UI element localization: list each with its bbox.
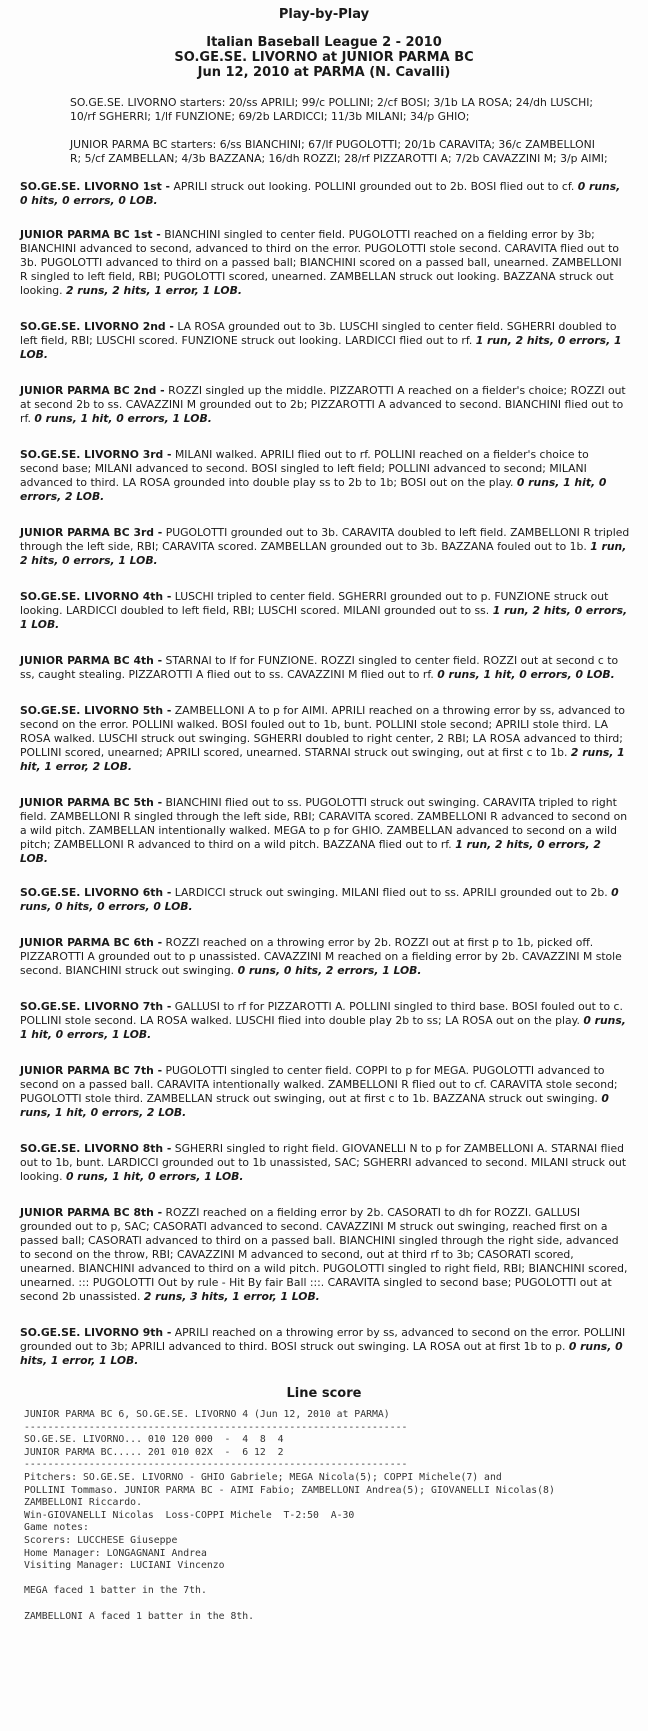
- inning-entry: [20, 384, 630, 426]
- inning-team-label: SO.GE.SE. LIVORNO 9th -: [20, 1326, 172, 1339]
- inning-entry: [20, 320, 630, 362]
- inning-play-text: APRILI reached on a throwing error by ss, advanced to second on the error. POLLINI grounded out to 3b; APRILI advanced to third. BOSI struck out swinging. LA ROSA out at first 1b to p.: [20, 1326, 626, 1353]
- inning-play-text: SGHERRI singled to right field. GIOVANELLI N to p for ZAMBELLONI A. STARNAI flied out to 1b, bunt. LARDICCI grounded out to 1b unassisted, SAC; SGHERRI advanced to second. MILANI struck out looking.: [20, 1142, 627, 1183]
- inning-team-label: SO.GE.SE. LIVORNO 3rd -: [20, 448, 172, 461]
- inning-team-label: JUNIOR PARMA BC 7th -: [20, 1064, 163, 1077]
- inning-play-text: GALLUSI to rf for PIZZAROTTI A. POLLINI singled to third base. BOSI fouled out to c. POLLINI stole second. LA ROSA walked. LUSCHI flied into double play 2b to ss; LA ROSA out on the play.: [20, 1000, 623, 1027]
- inning-play-text: STARNAI to lf for FUNZIONE. ROZZI singled to center field. ROZZI out at second c to ss, caught stealing. PIZZAROTTI A flied out to ss. CAVAZZINI M flied out to rf.: [20, 654, 619, 681]
- inning-entry: [20, 228, 630, 298]
- away-starters: SO.GE.SE. LIVORNO starters: 20/ss APRILI; 99/c POLLINI; 2/cf BOSI; 3/1b LA ROSA; 24/dh LUSCHI; 10/rf SGHERRI; 1/lf FUNZIONE; 69/2b LARDICCI; 11/3b MILANI; 34/p GHIO;: [70, 96, 594, 123]
- inning-entry: [20, 704, 630, 774]
- inning-summary: 0 runs, 0 hits, 1 error, 1 LOB.: [20, 1340, 623, 1367]
- inning-play-text: LARDICCI struck out swinging. MILANI flied out to ss. APRILI grounded out to 2b.: [174, 886, 608, 899]
- inning-summary: 1 run, 2 hits, 0 errors, 1 LOB.: [20, 334, 622, 361]
- inning-summary: 2 runs, 1 hit, 1 error, 2 LOB.: [20, 746, 625, 773]
- inning-team-label: JUNIOR PARMA BC 3rd -: [20, 526, 163, 539]
- page-title: Play-by-Play: [278, 7, 370, 22]
- inning-entry: [20, 590, 630, 632]
- inning-entry: [20, 180, 630, 208]
- inning-team-label: SO.GE.SE. LIVORNO 7th -: [20, 1000, 172, 1013]
- inning-team-label: SO.GE.SE. LIVORNO 8th -: [20, 1142, 172, 1155]
- inning-entry: [20, 1326, 630, 1368]
- inning-play-text: ROZZI reached on a throwing error by 2b. ROZZI out at first p to 1b, picked off. PIZZAROTTI A grounded out to p unassisted. CAVAZZINI M reached on a fielding error by 2b. CAVAZZINI M stole second. BIANCHINI struck out swinging.: [20, 936, 622, 977]
- inning-summary: 0 runs, 0 hits, 0 errors, 0 LOB.: [20, 886, 619, 913]
- inning-team-label: JUNIOR PARMA BC 5th -: [20, 796, 163, 809]
- inning-summary: 1 run, 2 hits, 0 errors, 1 LOB.: [20, 540, 627, 567]
- inning-play-text: BIANCHINI flied out to ss. PUGOLOTTI struck out swinging. CARAVITA tripled to right field. ZAMBELLONI R singled through the left side, RBI; CARAVITA scored. ZAMBELLONI R advanced to second on a wild pitch. ZAMBELLAN intentionally walked. MEGA to p for GHIO. ZAMBELLAN advanced to second on a wild pitch; ZAMBELLONI R advanced to third on a wild pitch. BAZZANA flied out to rf.: [20, 796, 628, 851]
- inning-play-text: ROZZI singled up the middle. PIZZAROTTI A reached on a fielder's choice; ROZZI out at second 2b to ss. CAVAZZINI M grounded out to 2b; PIZZAROTTI A advanced to second. BIANCHINI flied out to rf.: [20, 384, 626, 425]
- inning-team-label: SO.GE.SE. LIVORNO 5th -: [20, 704, 172, 717]
- inning-team-label: SO.GE.SE. LIVORNO 2nd -: [20, 320, 174, 333]
- inning-play-text: ZAMBELLONI A to p for AIMI. APRILI reached on a throwing error by ss, advanced to second on the error. POLLINI walked. BOSI fouled out to 1b, bunt. POLLINI stole second; APRILI stole third. LA ROSA walked. LUSCHI struck out swinging. SGHERRI doubled to right center, 2 RBI; LA ROSA advanced to third; POLLINI scored, unearned; APRILI scored, unearned. STARNAI struck out swinging, out at first c to 1b.: [20, 704, 626, 759]
- inning-summary: 0 runs, 1 hit, 0 errors, 2 LOB.: [20, 1092, 609, 1119]
- inning-play-text: PUGOLOTTI singled to center field. COPPI to p for MEGA. PUGOLOTTI advanced to second on a passed ball. CARAVITA intentionally walked. ZAMBELLONI R flied out to cf. CARAVITA stole second; PUGOLOTTI stole third. ZAMBELLAN struck out swinging, out at first c to 1b. BAZZANA struck out swinging.: [20, 1064, 618, 1105]
- inning-entry: [20, 1000, 630, 1042]
- inning-summary: 0 runs, 1 hit, 0 errors, 0 LOB.: [437, 668, 615, 681]
- inning-team-label: JUNIOR PARMA BC 6th -: [20, 936, 163, 949]
- inning-summary: 0 runs, 0 hits, 0 errors, 0 LOB.: [20, 180, 621, 207]
- inning-entry: [20, 448, 630, 504]
- inning-team-label: SO.GE.SE. LIVORNO 1st -: [20, 180, 171, 193]
- inning-play-text: LUSCHI tripled to center field. SGHERRI grounded out to p. FUNZIONE struck out looking. LARDICCI doubled to left field, RBI; LUSCHI scored. MILANI grounded out to ss.: [20, 590, 609, 617]
- inning-summary: 0 runs, 1 hit, 0 errors, 2 LOB.: [20, 476, 607, 503]
- inning-entry: [20, 1064, 630, 1120]
- matchup-title: SO.GE.SE. LIVORNO at JUNIOR PARMA BC: [174, 50, 474, 65]
- home-starters: JUNIOR PARMA BC starters: 6/ss BIANCHINI; 67/lf PUGOLOTTI; 20/1b CARAVITA; 36/c ZAMBELLONI R; 5/cf ZAMBELLAN; 4/3b BAZZANA; 16/dh ROZZI; 28/rf PIZZAROTTI A; 7/2b CAVAZZINI M; 3/p AIMI;: [70, 138, 608, 165]
- inning-summary: 0 runs, 1 hit, 0 errors, 1 LOB.: [34, 412, 212, 425]
- inning-entry: [20, 1206, 630, 1304]
- inning-entry: [20, 654, 630, 682]
- inning-team-label: SO.GE.SE. LIVORNO 4th -: [20, 590, 172, 603]
- line-score-box: JUNIOR PARMA BC 6, SO.GE.SE. LIVORNO 4 (Jun 12, 2010 at PARMA) ----------------------------------------------------------------- SO.GE.SE. LIVORNO... 010 120 000 - 4 8 4 JUNIOR PARMA BC..... 201 010 02X - 6 12 2 ----------------------------------------------------------------- Pitchers: SO.GE.SE. LIVORNO - GHIO Gabriele; MEGA Nicola(5); COPPI Michele(7) and POLLINI Tommaso. JUNIOR PARMA BC - AIMI Fabio; ZAMBELLONI Andrea(5); GIOVANELLI Nicolas(8) ZAMBELLONI Riccardo. Win-GIOVANELLI Nicolas Loss-COPPI Michele T-2:50 A-30 Game notes: Scorers: LUCCHESE Giuseppe Home Manager: LONGAGNANI Andrea Visiting Manager: LUCIANI Vincenzo MEGA faced 1 batter in the 7th. ZAMBELLONI A faced 1 batter in the 8th.: [24, 1409, 555, 1622]
- inning-entry: [20, 526, 630, 568]
- inning-summary: 0 runs, 0 hits, 2 errors, 1 LOB.: [237, 964, 422, 977]
- inning-entry: [20, 936, 630, 978]
- innings-list: [0, 180, 648, 1368]
- inning-play-text: ROZZI reached on a fielding error by 2b. CASORATI to dh for ROZZI. GALLUSI grounded out to p, SAC; CASORATI advanced to second. CAVAZZINI M struck out swinging, reached first on a passed ball; CASORATI advanced to third on a passed ball. BIANCHINI singled through the right side, advanced to second on the throw, RBI; CAVAZZINI M advanced to second, out at third rf to 3b; CASORATI scored, unearned. BIANCHINI advanced to third on a wild pitch. PUGOLOTTI singled to right field, RBI; BIANCHINI scored, unearned. ::: PUGOLOTTI Out by rule - Hit By fair Ball :::. CARAVITA singled to second base; PUGOLOTTI out at second 2b unassisted.: [20, 1206, 628, 1303]
- inning-summary: 1 run, 2 hits, 0 errors, 2 LOB.: [20, 838, 601, 865]
- league-title: Italian Baseball League 2 - 2010: [206, 35, 442, 50]
- inning-play-text: MILANI walked. APRILI flied out to rf. POLLINI reached on a fielder's choice to second base; MILANI advanced to second. BOSI singled to left field; POLLINI advanced to second; MILANI advanced to third. LA ROSA grounded into double play ss to 2b to 1b; BOSI out on the play.: [20, 448, 589, 489]
- inning-summary: 0 runs, 1 hit, 0 errors, 1 LOB.: [66, 1170, 244, 1183]
- inning-team-label: JUNIOR PARMA BC 8th -: [20, 1206, 163, 1219]
- inning-play-text: APRILI struck out looking. POLLINI grounded out to 2b. BOSI flied out to cf.: [173, 180, 575, 193]
- document-header: [0, 7, 648, 80]
- line-score-title: Line score: [286, 1386, 362, 1401]
- inning-summary: 1 run, 2 hits, 0 errors, 1 LOB.: [20, 604, 628, 631]
- inning-team-label: JUNIOR PARMA BC 2nd -: [20, 384, 165, 397]
- inning-play-text: LA ROSA grounded out to 3b. LUSCHI singled to center field. SGHERRI doubled to left field, RBI; LUSCHI scored. FUNZIONE struck out looking. LARDICCI flied out to rf.: [20, 320, 617, 347]
- starters-section: [70, 96, 608, 166]
- inning-entry: [20, 796, 630, 866]
- inning-summary: 2 runs, 2 hits, 1 error, 1 LOB.: [66, 284, 242, 297]
- game-date-location: Jun 12, 2010 at PARMA (N. Cavalli): [197, 65, 451, 80]
- inning-play-text: BIANCHINI singled to center field. PUGOLOTTI reached on a fielding error by 3b; BIANCHINI advanced to second, advanced to third on the error. PUGOLOTTI stole second. CARAVITA flied out to 3b. PUGOLOTTI advanced to third on a passed ball; BIANCHINI scored on a passed ball, unearned. ZAMBELLONI R singled to left field, RBI; PUGOLOTTI scored, unearned. ZAMBELLAN struck out looking. BAZZANA struck out looking.: [20, 228, 622, 297]
- inning-team-label: JUNIOR PARMA BC 1st -: [20, 228, 161, 241]
- inning-entry: [20, 1142, 630, 1184]
- inning-summary: 2 runs, 3 hits, 1 error, 1 LOB.: [143, 1290, 320, 1303]
- inning-play-text: PUGOLOTTI grounded out to 3b. CARAVITA doubled to left field. ZAMBELLONI R tripled through the left side, RBI; CARAVITA scored. ZAMBELLAN grounded out to 3b. BAZZANA fouled out to 1b.: [20, 526, 630, 553]
- inning-team-label: SO.GE.SE. LIVORNO 6th -: [20, 886, 172, 899]
- inning-summary: 0 runs, 1 hit, 0 errors, 1 LOB.: [20, 1014, 626, 1041]
- inning-entry: [20, 886, 630, 914]
- inning-team-label: JUNIOR PARMA BC 4th -: [20, 654, 163, 667]
